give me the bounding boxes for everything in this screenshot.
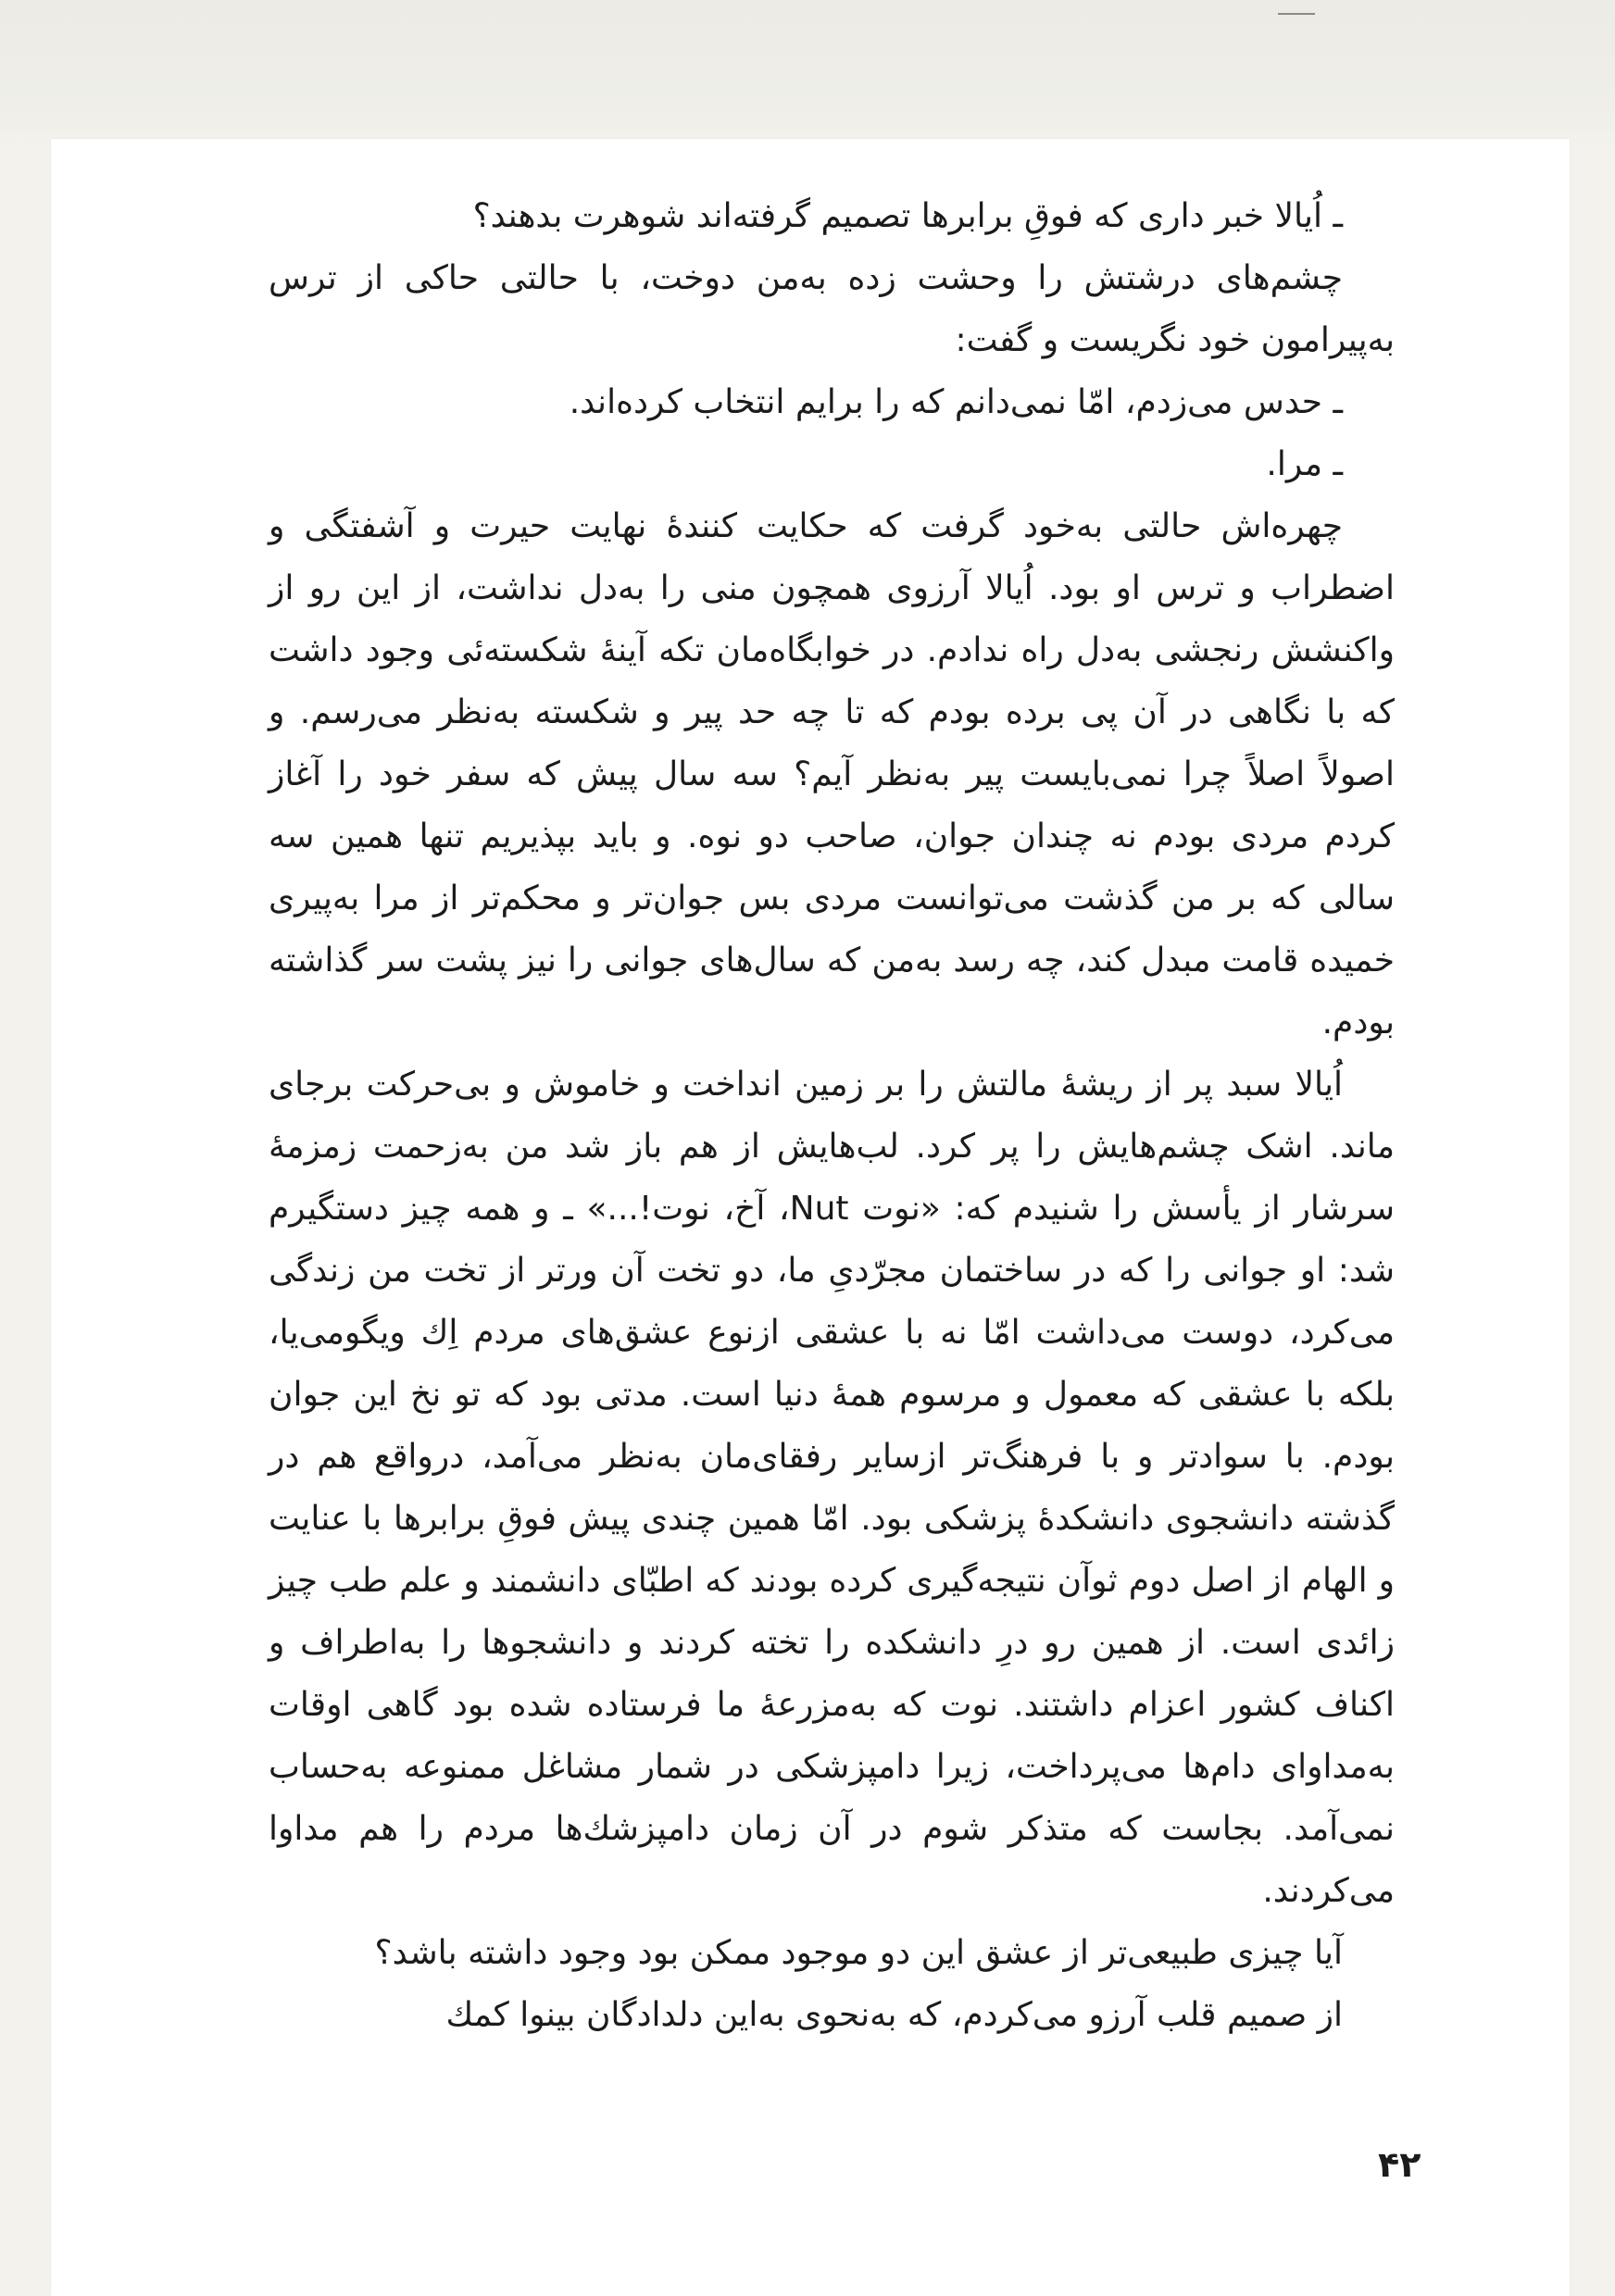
paragraph-8: از صمیم قلب آرزو می‌کردم، که به‌نحوی به‌این دلدادگان بینوا کمك — [445, 1996, 1343, 2034]
paragraph-7: آیا چیزی طبیعی‌تر از عشق این دو موجود ممکن بود وجود داشته باشد؟ — [374, 1934, 1343, 1972]
page-body-text — [269, 185, 1395, 2046]
top-scan-mark — [1278, 13, 1315, 15]
paragraph-6: اُیالا سبد پر از ریشهٔ مالتش را بر زمین انداخت و خاموش و بی‌حرکت برجای ماند. اشک چشم‌هایش را پر کرد. لب‌هایش از هم باز شد من به‌زحمت زمزمهٔ سرشار از یأسش را شنیدم که: «نوت Nut، آخ، نوت!...» ـ و همه چیز دستگیرم شد: او جوانی را که در ساختمان مجرّدیِ ما، دو تخت آن ورتر از تخت من زندگی می‌کرد، دوست می‌داشت امّا نه با عشقی ازنوع عشق‌های مردم اِك ویگومی‌یا، بلکه با عشقی که معمول و مرسوم همهٔ دنیا است. مدتی بود که تو نخ این جوان بودم. با سوادتر و با فرهنگ‌تر ازسایر رفقای‌مان به‌نظر می‌آمد، درواقع هم در گذشته دانشجوی دانشکدهٔ پزشکی بود. امّا همین چندی پیش فوقِ برابرها با عنایت و الهام از اصل دوم ثوآن نتیجه‌گیری کرده بودند که اطبّای دانشمند و علم طب چیز زائدی است. از همین رو درِ دانشکده را تخته کردند و دانشجوها را به‌اطراف و اکناف کشور اعزام داشتند. نوت که به‌مزرعهٔ ما فرستاده شده بود گاهی اوقات به‌مداوای دام‌ها می‌پرداخت، زیرا دامپزشکی در شمار مشاغل ممنوعه به‌حساب نمی‌آمد. بجاست که متذکر شوم در آن زمان دامپزشك‌ها مردم را هم مداوا می‌کردند. — [269, 1066, 1395, 1910]
paragraph-4: ـ مرا. — [1266, 445, 1343, 483]
scan-top-shadow — [0, 0, 1615, 148]
page-number: ۴۲ — [1378, 2144, 1421, 2185]
paragraph-2: چشم‌های درشتش را وحشت زده به‌من دوخت، با حالتی حاکی از ترس به‌پیرامون خود نگریست و گفت: — [269, 259, 1395, 359]
paragraph-5: چهره‌اش حالتی به‌خود گرفت که حکایت کنندهٔ نهایت حیرت و آشفتگی و اضطراب و ترس او بود. اُیالا آرزوی همچون منی را به‌دل نداشت، از این رو از واکنشش رنجشی به‌دل راه ندادم. در خوابگاه‌مان تکه آینهٔ شکسته‌ئی وجود داشت که با نگاهی در آن پی برده بودم که تا چه حد پیر و شکسته به‌نظر می‌رسم. و اصولاً اصلاً چرا نمی‌بایست پیر به‌نظر آیم؟ سه سال پیش که سفر خود را آغاز کردم مردی بودم نه چندان جوان، صاحب دو نوه. و باید بپذیریم تنها همین سه سالی که بر من گذشت می‌توانست مردی بس جوان‌تر و محکم‌تر از مرا به‌پیری خمیده قامت مبدل کند، چه رسد به‌من که سال‌های جوانی را نیز پشت سر گذاشته بودم. — [269, 507, 1395, 1042]
paragraph-3: ـ حدس می‌زدم، امّا نمی‌دانم که را برایم انتخاب کرده‌اند. — [569, 383, 1343, 421]
paragraph-1: ـ اُیالا خبر داری که فوقِ برابرها تصمیم گرفته‌اند شوهرت بدهند؟ — [472, 197, 1343, 235]
